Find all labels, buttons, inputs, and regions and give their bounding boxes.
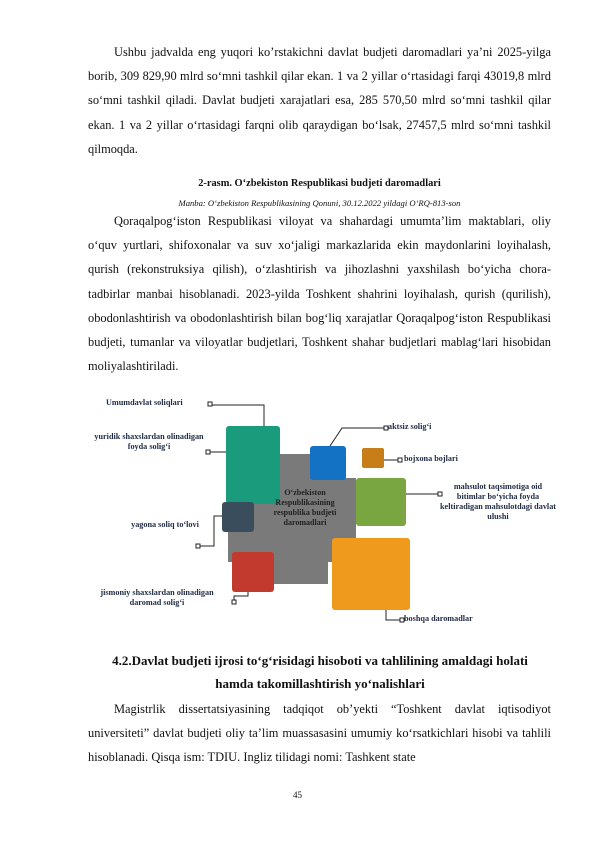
paragraph-research-object: Magistrlik dissertatsiyasining tadqiqot ob’yekti “Toshkent davlat iqtisodiyot universiteti” davlat budjeti oliy ta’lim muassasasini umumiy ko‘rsatkichlari hisobi va tahlili hisoblanadi. Qisqa ism: TDIU. Ingliz tilidagi nomi: Tashkent state [88, 702, 551, 765]
tile-orange-small [362, 448, 384, 468]
section-title-line2: hamda takomillashtirish yo‘nalishlari [215, 676, 425, 691]
label-mahsulot-taqsimoti: mahsulot taqsimotiga oid bitimlar bo‘yicha foyda keltiradigan mahsulotdagi davlat ulushi [440, 482, 557, 521]
budget-revenue-diagram [88, 384, 558, 630]
tile-dark [222, 502, 254, 532]
center-label: O‘zbekiston Respublikasining respublika budjeti daromadlari [273, 488, 337, 527]
section-title-line1: 4.2.Davlat budjeti ijrosi to‘g‘risidagi hisoboti va tahlilining amaldagi holati [112, 653, 528, 668]
label-boshqa-daromadlar: boshqa daromadlar [404, 614, 473, 623]
tile-blue [310, 446, 346, 480]
label-yuridik-shaxslar-foyda-soligi: yuridik shaxslardan olinadigan foyda solig‘i [94, 432, 204, 451]
label-aktsiz-soligi: aktsiz solig‘i [388, 422, 432, 431]
label-yagona-soliq-tolovi: yagona soliq to‘lovi [131, 520, 199, 529]
figure-title: 2-rasm. O‘zbekiston Respublikasi budjeti daromadlari [198, 178, 441, 189]
tile-green [356, 478, 406, 526]
label-bojxona-bojlari: bojxona bojlari [404, 454, 458, 463]
label-jismoniy-shaxslar-daromad-soligi: jismoniy shaxslardan olinadigan daromad solig‘i [100, 588, 214, 607]
tile-red [232, 552, 274, 592]
page-number: 45 [293, 790, 302, 800]
figure-source: Manba: O‘zbekiston Respublikasining Qonuni, 30.12.2022 yildagi O‘RQ-813-son [178, 198, 461, 208]
tile-orange-large [332, 538, 410, 610]
paragraph-financing: Qoraqalpog‘iston Respublikasi viloyat va shahardagi umumta’lim maktablari, oliy o‘quv yurtlari, shifoxonalar va suv xo‘jaligi markazlarida ekin maydonlarini loyihalash, qurish (rekonstruksiya qilish), o‘zlashtirish va jihozlashni yaxshilash bo‘yicha chora-tadbirlar manbai hisoblanadi. 2023-yilda Toshkent shahrini loyihalash, qurish (qurilish), obodonlashtirish va obodonlashtirish bilan bog‘liq xarajatlar Qoraqalpog‘iston Respublikasi budjeti, tumanlar va viloyatlar budjetlari, Toshkent shahar budjetlari mablag‘lari hisobidan moliyalashtiriladi. [88, 214, 551, 374]
paragraph-budget-summary: Ushbu jadvalda eng yuqori ko’rstakichni davlat budjeti daromadlari ya’ni 2025-yilga borib, 309 829,90 mlrd so‘mni tashkil qilar ekan. 1 va 2 yillar o‘rtasidagi farqi 43019,8 mlrd so‘mni tashkil qiladi. Davlat budjeti xarajatlari esa, 285 570,50 mlrd so‘mni tashkil qilar ekan. 1 va 2 yillar o‘rtasidagi farqni olib qaraydigan bo‘lsak, 27457,5 mlrd so‘mni tashkil qilmoqda. [88, 45, 551, 156]
label-umumdavlat-soliqlari: Umumdavlat soliqlari [106, 398, 183, 407]
